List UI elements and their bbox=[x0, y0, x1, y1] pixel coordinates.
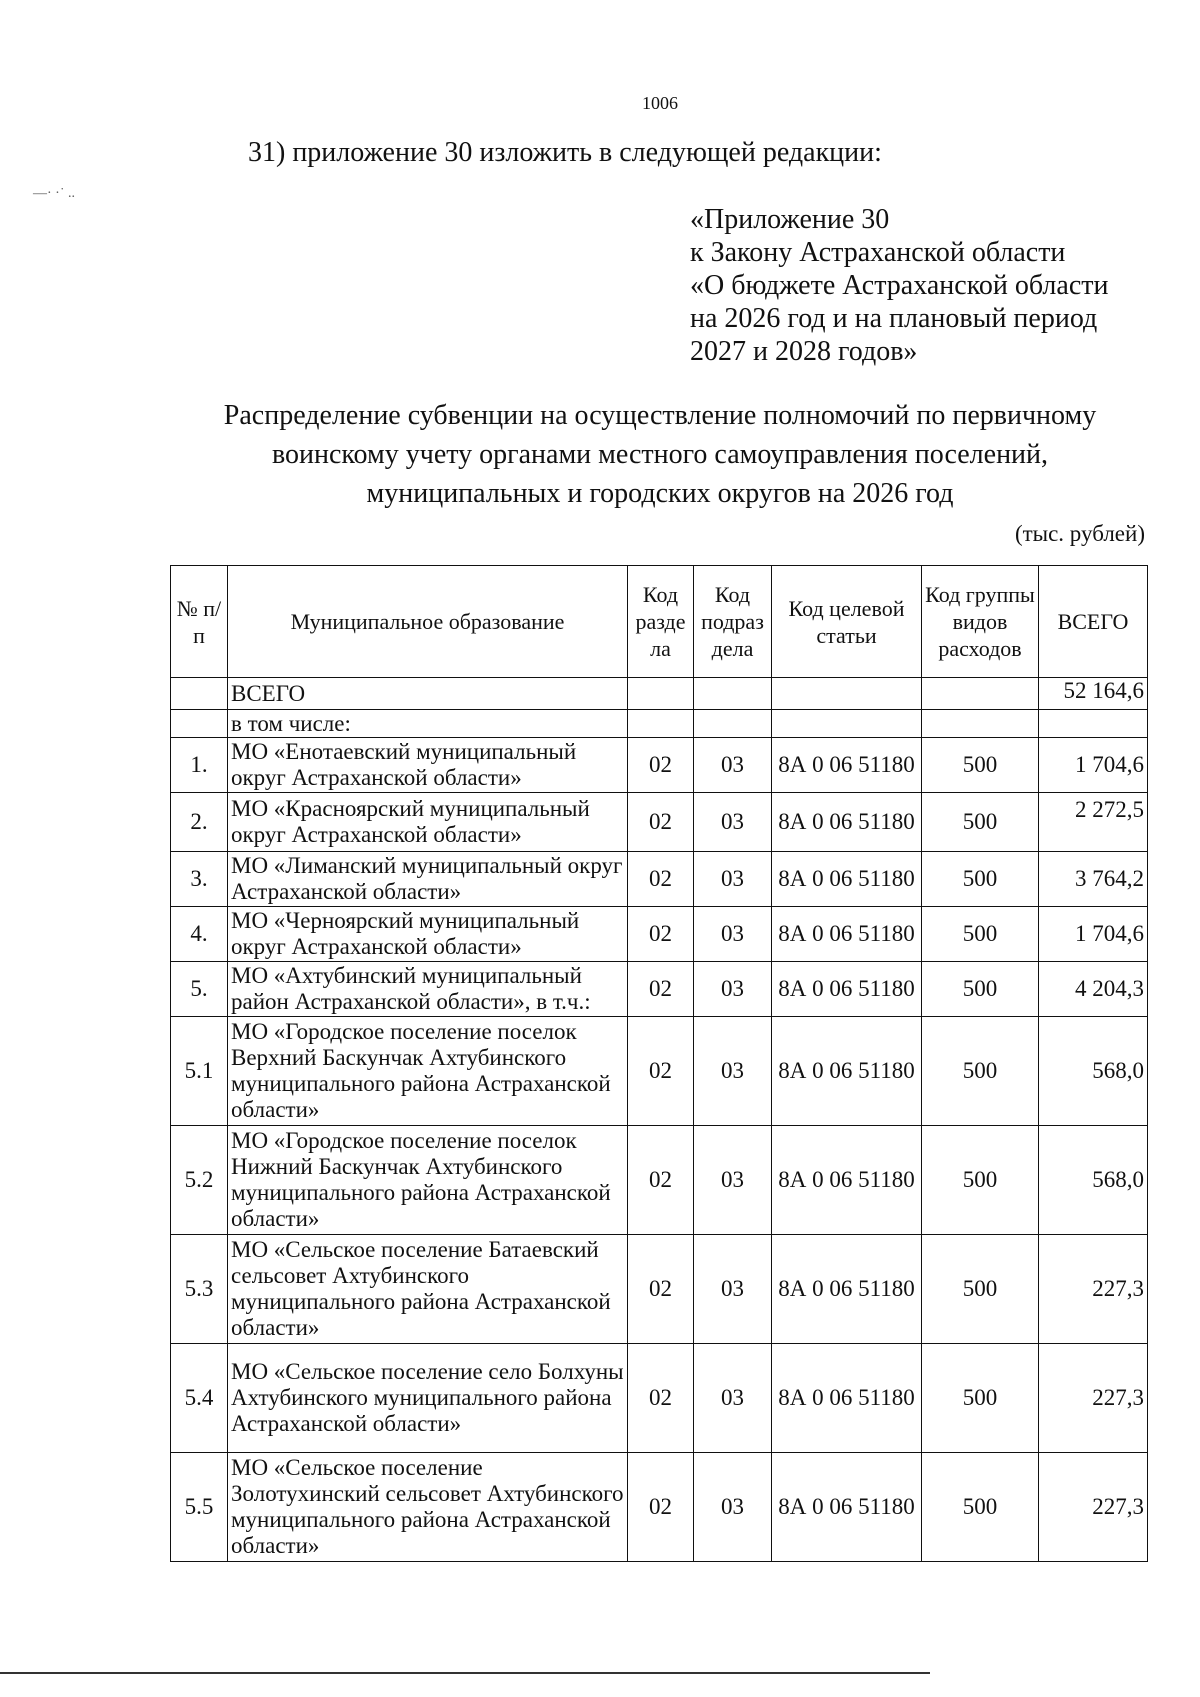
target-code: 8А 0 06 51180 bbox=[772, 852, 922, 907]
subsection-code: 03 bbox=[694, 1235, 772, 1344]
table-row bbox=[171, 907, 1148, 962]
annex-line: «Приложение 30 bbox=[690, 204, 890, 235]
subsection-code: 03 bbox=[694, 962, 772, 1017]
table-cell bbox=[922, 678, 1039, 710]
expense-group-code: 500 bbox=[922, 1453, 1039, 1562]
column-header-section: Код разде ла bbox=[628, 566, 694, 678]
units-note: (тыс. рублей) bbox=[1014, 521, 1145, 546]
row-total: 2 272,5 bbox=[1039, 793, 1148, 852]
section-code: 02 bbox=[628, 1017, 694, 1126]
column-header-municipality: Муниципальное образование bbox=[228, 566, 628, 678]
including-row bbox=[171, 710, 1148, 738]
column-header-num: № п/п bbox=[171, 566, 228, 678]
municipality-name: МО «Сельское поселение Золотухинский сельсовет Ахтубинского муниципального района Астраханской области» bbox=[228, 1453, 628, 1562]
row-number: 5. bbox=[171, 962, 228, 1017]
table-row bbox=[171, 962, 1148, 1017]
annex-header bbox=[690, 203, 1108, 368]
title-line: Распределение субвенции на осуществление полномочий по первичному bbox=[223, 400, 1097, 431]
table-cell bbox=[628, 678, 694, 710]
row-number: 5.3 bbox=[171, 1235, 228, 1344]
annex-line: 2027 и 2028 годов» bbox=[690, 336, 918, 367]
table-row bbox=[171, 1235, 1148, 1344]
section-code: 02 bbox=[628, 1453, 694, 1562]
municipality-name: МО «Городское поселение поселок Верхний Баскунчак Ахтубинского муниципального района Астраханской области» bbox=[228, 1017, 628, 1126]
subsection-code: 03 bbox=[694, 1344, 772, 1453]
row-number: 2. bbox=[171, 793, 228, 852]
subsection-code: 03 bbox=[694, 1126, 772, 1235]
annex-line: на 2026 год и на плановый период bbox=[690, 303, 1098, 334]
row-number: 3. bbox=[171, 852, 228, 907]
section-code: 02 bbox=[628, 1344, 694, 1453]
subsection-code: 03 bbox=[694, 738, 772, 793]
annex-line: к Закону Астраханской области bbox=[690, 237, 1066, 268]
table-cell bbox=[171, 678, 228, 710]
column-header-expense-group: Код группы видов расходов bbox=[922, 566, 1039, 678]
table-cell bbox=[772, 678, 922, 710]
title-line: муниципальных и городских округов на 2026 год bbox=[366, 478, 954, 509]
table-cell bbox=[772, 710, 922, 738]
row-total: 1 704,6 bbox=[1039, 907, 1148, 962]
subsection-code: 03 bbox=[694, 907, 772, 962]
document-title bbox=[200, 396, 1120, 513]
section-code: 02 bbox=[628, 962, 694, 1017]
municipality-name: МО «Черноярский муниципальный округ Астраханской области» bbox=[228, 907, 628, 962]
row-number: 5.2 bbox=[171, 1126, 228, 1235]
municipality-name: МО «Сельское поселение село Болхуны Ахтубинского муниципального района Астраханской области» bbox=[228, 1344, 628, 1453]
title-line: воинскому учету органами местного самоуправления поселений, bbox=[271, 439, 1049, 470]
section-code: 02 bbox=[628, 852, 694, 907]
municipality-name: МО «Красноярский муниципальный округ Астраханской области» bbox=[228, 793, 628, 852]
table-header-row bbox=[171, 566, 1148, 678]
subsection-code: 03 bbox=[694, 793, 772, 852]
footer-rule bbox=[0, 1672, 930, 1674]
row-total: 227,3 bbox=[1039, 1235, 1148, 1344]
municipality-name: МО «Енотаевский муниципальный округ Астраханской области» bbox=[228, 738, 628, 793]
row-number: 5.4 bbox=[171, 1344, 228, 1453]
row-number: 5.1 bbox=[171, 1017, 228, 1126]
section-code: 02 bbox=[628, 793, 694, 852]
subvention-table bbox=[170, 565, 1148, 1562]
annex-line: «О бюджете Астраханской области bbox=[690, 270, 1109, 301]
subsection-code: 03 bbox=[694, 852, 772, 907]
target-code: 8А 0 06 51180 bbox=[772, 793, 922, 852]
section-code: 02 bbox=[628, 907, 694, 962]
summary-row bbox=[171, 678, 1148, 710]
row-number: 4. bbox=[171, 907, 228, 962]
summary-total: 52 164,6 bbox=[1039, 678, 1148, 710]
expense-group-code: 500 bbox=[922, 1235, 1039, 1344]
expense-group-code: 500 bbox=[922, 1344, 1039, 1453]
expense-group-code: 500 bbox=[922, 793, 1039, 852]
expense-group-code: 500 bbox=[922, 852, 1039, 907]
table-row bbox=[171, 1344, 1148, 1453]
row-number: 1. bbox=[171, 738, 228, 793]
including-label: в том числе: bbox=[228, 710, 628, 738]
row-total: 227,3 bbox=[1039, 1453, 1148, 1562]
table-cell bbox=[694, 710, 772, 738]
expense-group-code: 500 bbox=[922, 907, 1039, 962]
column-header-target: Код целевой статьи bbox=[772, 566, 922, 678]
municipality-name: МО «Лиманский муниципальный округ Астраханской области» bbox=[228, 852, 628, 907]
section-code: 02 bbox=[628, 1126, 694, 1235]
table-row bbox=[171, 852, 1148, 907]
expense-group-code: 500 bbox=[922, 738, 1039, 793]
target-code: 8А 0 06 51180 bbox=[772, 907, 922, 962]
municipality-name: МО «Ахтубинский муниципальный район Астраханской области», в т.ч.: bbox=[228, 962, 628, 1017]
target-code: 8А 0 06 51180 bbox=[772, 962, 922, 1017]
target-code: 8А 0 06 51180 bbox=[772, 1126, 922, 1235]
row-total: 1 704,6 bbox=[1039, 738, 1148, 793]
target-code: 8А 0 06 51180 bbox=[772, 738, 922, 793]
expense-group-code: 500 bbox=[922, 1017, 1039, 1126]
table-row bbox=[171, 1453, 1148, 1562]
target-code: 8А 0 06 51180 bbox=[772, 1017, 922, 1126]
amendment-instruction: 31) приложение 30 изложить в следующей редакции: bbox=[248, 137, 882, 168]
column-header-total: ВСЕГО bbox=[1039, 566, 1148, 678]
margin-scan-mark: —· ·˙ .. bbox=[33, 186, 75, 201]
table-cell bbox=[922, 710, 1039, 738]
page-number: 1006 bbox=[642, 93, 678, 113]
table-cell bbox=[694, 678, 772, 710]
section-code: 02 bbox=[628, 1235, 694, 1344]
table-cell bbox=[628, 710, 694, 738]
target-code: 8А 0 06 51180 bbox=[772, 1344, 922, 1453]
table-cell bbox=[171, 710, 228, 738]
row-total: 3 764,2 bbox=[1039, 852, 1148, 907]
summary-label: ВСЕГО bbox=[228, 678, 628, 710]
table-row bbox=[171, 738, 1148, 793]
municipality-name: МО «Городское поселение поселок Нижний Баскунчак Ахтубинского муниципального района Астраханской области» bbox=[228, 1126, 628, 1235]
table-row bbox=[171, 1126, 1148, 1235]
subsection-code: 03 bbox=[694, 1017, 772, 1126]
table-cell bbox=[1039, 710, 1148, 738]
municipality-name: МО «Сельское поселение Батаевский сельсовет Ахтубинского муниципального района Астраханской области» bbox=[228, 1235, 628, 1344]
table-row bbox=[171, 793, 1148, 852]
row-number: 5.5 bbox=[171, 1453, 228, 1562]
table-row bbox=[171, 1017, 1148, 1126]
row-total: 568,0 bbox=[1039, 1126, 1148, 1235]
target-code: 8А 0 06 51180 bbox=[772, 1453, 922, 1562]
row-total: 227,3 bbox=[1039, 1344, 1148, 1453]
row-total: 4 204,3 bbox=[1039, 962, 1148, 1017]
target-code: 8А 0 06 51180 bbox=[772, 1235, 922, 1344]
section-code: 02 bbox=[628, 738, 694, 793]
column-header-subsection: Код подраз дела bbox=[694, 566, 772, 678]
subsection-code: 03 bbox=[694, 1453, 772, 1562]
row-total: 568,0 bbox=[1039, 1017, 1148, 1126]
expense-group-code: 500 bbox=[922, 962, 1039, 1017]
expense-group-code: 500 bbox=[922, 1126, 1039, 1235]
